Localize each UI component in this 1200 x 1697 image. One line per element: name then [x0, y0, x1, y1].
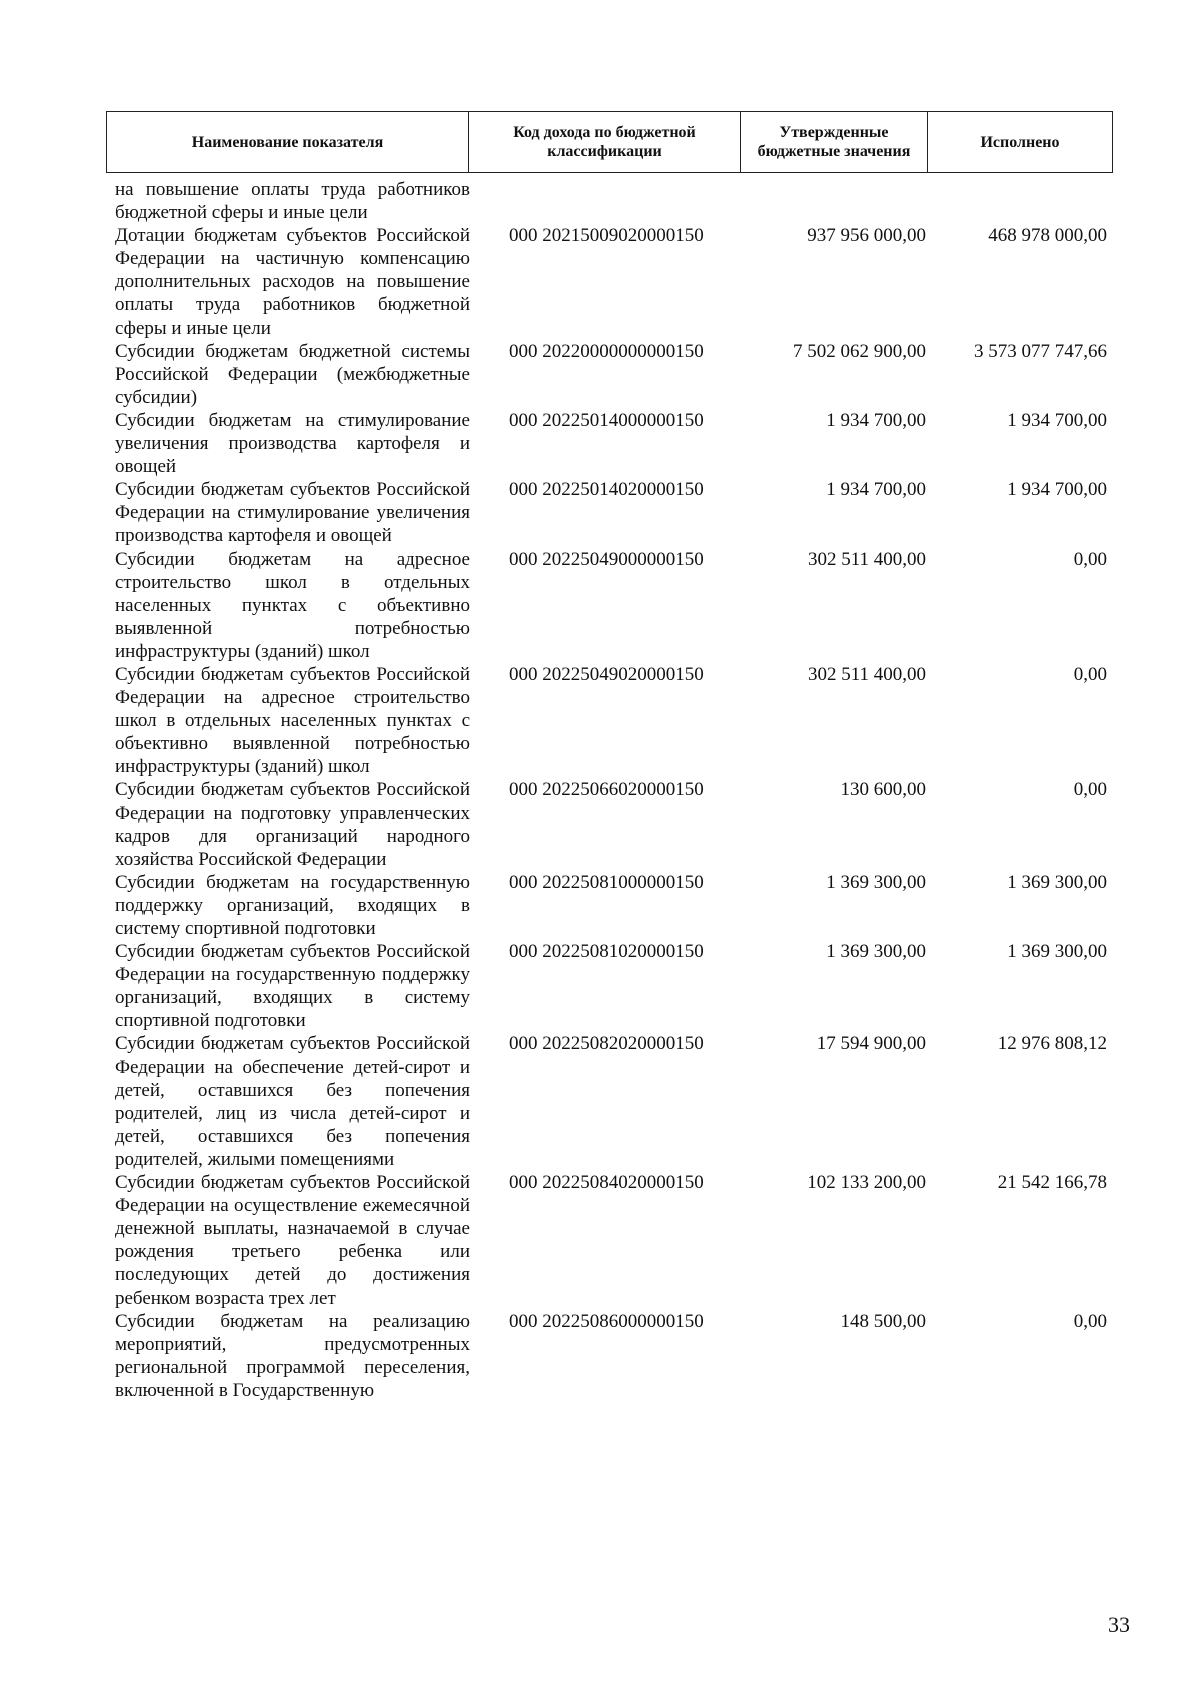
row-approved: 102 133 200,00 — [807, 1172, 926, 1194]
row-code: 000 20220000000000150 — [509, 340, 704, 362]
row-code: 000 20225014000000150 — [509, 409, 704, 431]
row-approved — [742, 178, 932, 224]
row-executed: 468 978 000,00 — [988, 225, 1107, 247]
row-code: 000 20225086000000150 — [509, 1310, 704, 1332]
row-approved: 7 502 062 900,00 — [793, 340, 926, 362]
row-approved: 17 594 900,00 — [816, 1033, 926, 1055]
row-approved: 302 511 400,00 — [807, 548, 926, 570]
row-name: на повышение оплаты труда работников бюджетной сферы и иные цели — [115, 179, 470, 224]
row-name: Субсидии бюджетам субъектов Российской Федерации на адресное строительство школ в отдельных населенных пунктах с объективно выявленной потребностью инфраструктуры (зданий) школ — [115, 663, 470, 778]
row-approved: 302 511 400,00 — [807, 663, 926, 685]
row-executed: 3 573 077 747,66 — [974, 340, 1107, 362]
row-name: Дотации бюджетам субъектов Российской Федерации на частичную компенсацию дополнительных расходов на повышение оплаты труда работников бюджетной сферы и иные цели — [115, 225, 470, 339]
row-code: 000 20225081020000150 — [509, 941, 704, 963]
header-code: Код дохода по бюджетной классификации — [469, 112, 741, 173]
row-name: Субсидии бюджетам субъектов Российской Федерации на стимулирование увеличения производства картофеля и овощей — [115, 479, 470, 547]
row-executed: 1 369 300,00 — [1007, 871, 1107, 893]
row-name: Субсидии бюджетам субъектов Российской Федерации на государственную поддержку организаций, входящих в систему спортивной подготовки — [115, 941, 470, 1032]
row-approved: 130 600,00 — [840, 779, 926, 801]
table-row — [106, 1032, 1112, 1171]
row-name: Субсидии бюджетам субъектов Российской Федерации на осуществление ежемесячной денежной выплаты, назначаемой в случае рождения третьего ребенка или последующих детей до достижения ребенком возраста трех лет — [115, 1172, 470, 1309]
table-row — [106, 940, 1112, 1032]
row-code: 000 20225081000000150 — [509, 871, 704, 893]
row-code: 000 20225082020000150 — [509, 1033, 704, 1055]
row-approved: 1 934 700,00 — [826, 409, 926, 431]
table-row — [106, 778, 1112, 870]
revenue-table — [106, 178, 1112, 1402]
row-executed: 1 934 700,00 — [1007, 409, 1107, 431]
table-row — [106, 663, 1112, 778]
table-row — [106, 178, 1112, 224]
row-executed: 1 934 700,00 — [1007, 479, 1107, 501]
row-code — [470, 178, 742, 224]
row-name: Субсидии бюджетам бюджетной системы Российской Федерации (межбюджетные субсидии) — [115, 340, 470, 408]
row-executed: 0,00 — [1073, 1310, 1107, 1332]
row-name: Субсидии бюджетам субъектов Российской Федерации на подготовку управленческих кадров для организаций народного хозяйства Российской Федерации — [115, 779, 470, 870]
table-row — [106, 340, 1112, 409]
table-row — [106, 871, 1112, 940]
header-executed: Исполнено — [928, 112, 1113, 173]
row-executed: 0,00 — [1073, 779, 1107, 801]
row-approved: 1 369 300,00 — [826, 871, 926, 893]
row-approved: 1 369 300,00 — [826, 941, 926, 963]
row-executed: 12 976 808,12 — [997, 1033, 1107, 1055]
row-name: Субсидии бюджетам субъектов Российской Федерации на обеспечение детей-сирот и детей, оставшихся без попечения родителей, лиц из числа детей-сирот и детей, оставшихся без попечения родителей, жилыми помещениями — [115, 1033, 470, 1170]
row-approved: 148 500,00 — [840, 1310, 926, 1332]
row-name: Субсидии бюджетам на государственную поддержку организаций, входящих в систему спортивной подготовки — [115, 871, 470, 939]
row-code: 000 20225066020000150 — [509, 779, 704, 801]
page-number: 33 — [1108, 1612, 1130, 1637]
row-executed: 1 369 300,00 — [1007, 941, 1107, 963]
row-executed: 0,00 — [1073, 663, 1107, 685]
table-row — [106, 1171, 1112, 1310]
row-code: 000 20225049020000150 — [509, 663, 704, 685]
row-code: 000 20225084020000150 — [509, 1172, 704, 1194]
row-name: Субсидии бюджетам на реализацию мероприятий, предусмотренных региональной программой переселения, включенной в Государственную — [115, 1310, 470, 1401]
row-executed: 0,00 — [1073, 548, 1107, 570]
table-row — [106, 409, 1112, 478]
row-name: Субсидии бюджетам на адресное строительство школ в отдельных населенных пунктах с объективно выявленной потребностью инфраструктуры (зданий) школ — [115, 548, 470, 662]
table-row — [106, 548, 1112, 663]
row-approved: 1 934 700,00 — [826, 479, 926, 501]
row-code: 000 20225014020000150 — [509, 479, 704, 501]
row-approved: 937 956 000,00 — [807, 225, 926, 247]
table-row — [106, 478, 1112, 547]
row-executed: 21 542 166,78 — [997, 1172, 1107, 1194]
header-name: Наименование показателя — [107, 112, 469, 173]
header-approved: Утвержденные бюджетные значения — [741, 112, 928, 173]
row-executed — [932, 178, 1112, 224]
table-header — [106, 111, 1113, 173]
table-row — [106, 224, 1112, 339]
row-code: 000 20215009020000150 — [509, 225, 704, 247]
table-row — [106, 1310, 1112, 1402]
row-code: 000 20225049000000150 — [509, 548, 704, 570]
row-name: Субсидии бюджетам на стимулирование увеличения производства картофеля и овощей — [115, 409, 470, 478]
